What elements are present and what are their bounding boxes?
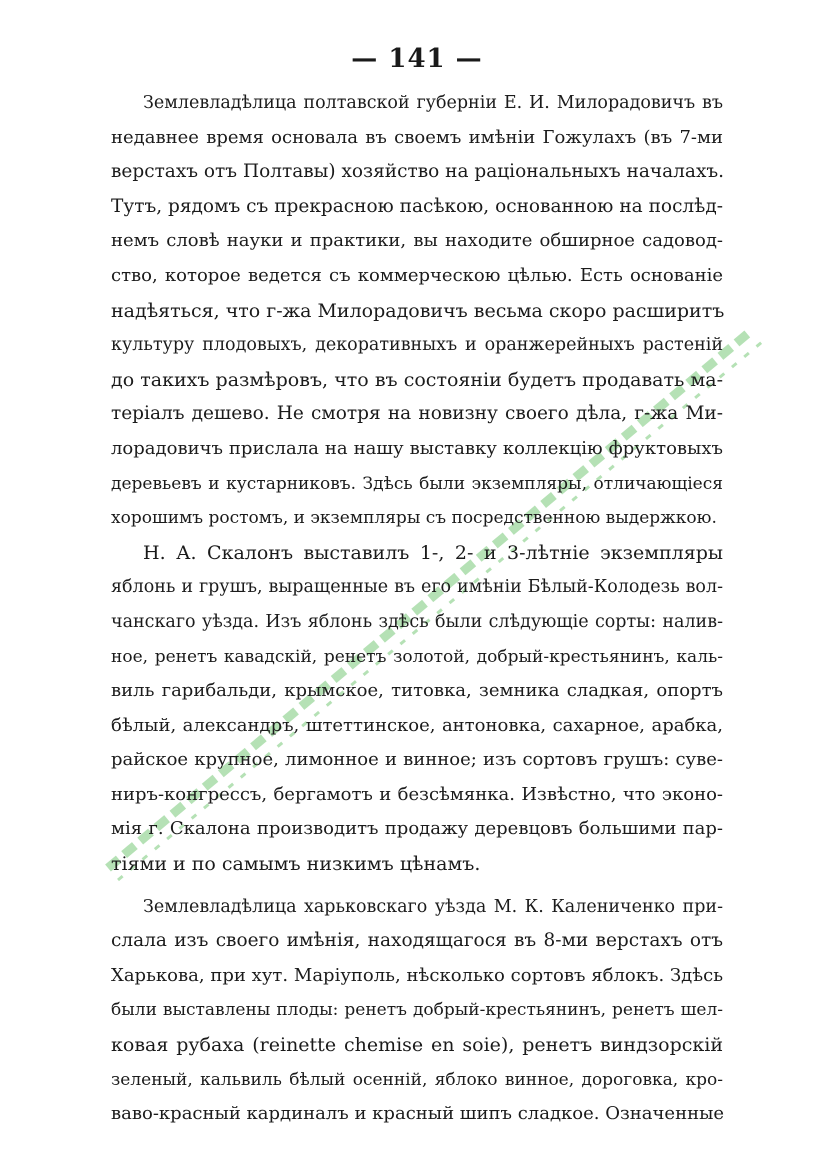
text-line: чанскаго уѣзда. Изъ яблонь здѣсь были слѣдующіе сорты: налив- [111, 611, 723, 632]
text-line: тіями и по самымъ низкимъ цѣнамъ. [111, 853, 481, 876]
paragraph [111, 86, 723, 536]
paragraph [111, 536, 723, 882]
text-line: хорошимъ ростомъ, и экземпляры съ посредственною выдержкою. [111, 508, 717, 529]
text-line: немъ словѣ науки и практики, вы находите обширное садовод- [111, 230, 723, 252]
text-line: Землевладѣлица харьковскаго уѣзда М. К. Калениченко при- [143, 896, 723, 917]
paragraph-gap [111, 882, 723, 890]
text-line: до такихъ размѣровъ, что въ состояніи будетъ продавать ма- [111, 368, 723, 391]
text-line: мія г. Скалона производитъ продажу деревцовъ большими пар- [111, 818, 723, 840]
paragraph [111, 890, 723, 1132]
text-line: Н. А. Скалонъ выставилъ 1-, 2- и 3-лѣтніе экземпляры [143, 541, 723, 564]
text-line: яблонь и грушъ, выращенные въ его имѣніи Бѣлый-Колодезь вол- [111, 577, 723, 598]
text-line: ковая рубаха (reinette chemise en soie), ренетъ виндзорскій [111, 1034, 723, 1057]
text-line: виль гарибальди, крымское, титовка, земника сладкая, опортъ [111, 680, 723, 702]
text-line: деревьевъ и кустарниковъ. Здѣсь были экземпляры, отличающіеся [111, 473, 723, 494]
text-line: бѣлый, александръ, штеттинское, антоновка, сахарное, арабка, [111, 714, 723, 736]
text-line: недавнее время основала въ своемъ имѣніи Гожулахъ (въ 7-ми [111, 126, 723, 148]
text-line: были выставлены плоды: ренетъ добрый-крестьянинъ, ренетъ шел- [111, 1000, 723, 1021]
text-line: ное, ренетъ кавадскій, ренетъ золотой, добрый-крестьянинъ, каль- [111, 646, 723, 667]
text-line: слала изъ своего имѣнія, находящагося въ 8-ми верстахъ отъ [111, 930, 723, 952]
text-line: надѣяться, что г-жа Милорадовичъ весьма скоро расширитъ [111, 299, 725, 322]
text-line: верстахъ отъ Полтавы) хозяйство на раціональныхъ началахъ. [111, 161, 725, 183]
text-line: зеленый, кальвиль бѣлый осенній, яблоко винное, дороговка, кро- [111, 1069, 723, 1090]
text-line: ство, которое ведется съ коммерческою цѣлью. Есть основаніе [111, 264, 723, 286]
body-text [111, 86, 723, 1132]
text-line: культуру плодовыхъ, декоративныхъ и оранжерейныхъ растеній [111, 335, 723, 356]
text-line: лорадовичъ прислала на нашу выставку коллекцію фруктовыхъ [111, 437, 723, 459]
text-line: ваво-красный кардиналъ и красный шипъ сладкое. Означенные [111, 1103, 725, 1125]
text-line: теріалъ дешево. Не смотря на новизну своего дѣла, г-жа Ми- [111, 403, 723, 425]
text-line: ниръ-конгрессъ, бергамотъ и безсѣмянка. Извѣстно, что эконо- [111, 783, 723, 805]
text-line: Харькова, при хут. Маріуполь, нѣсколько сортовъ яблокъ. Здѣсь [111, 964, 723, 986]
text-line: райское крупное, лимонное и винное; изъ сортовъ грушъ: суве- [111, 749, 723, 771]
page-number: — 141 — [351, 44, 483, 74]
text-line: Землевладѣлица полтавской губерніи Е. И. Милорадовичъ въ [143, 93, 723, 113]
text-line: Тутъ, рядомъ съ прекрасною пасѣкою, основанною на послѣд- [111, 195, 723, 217]
